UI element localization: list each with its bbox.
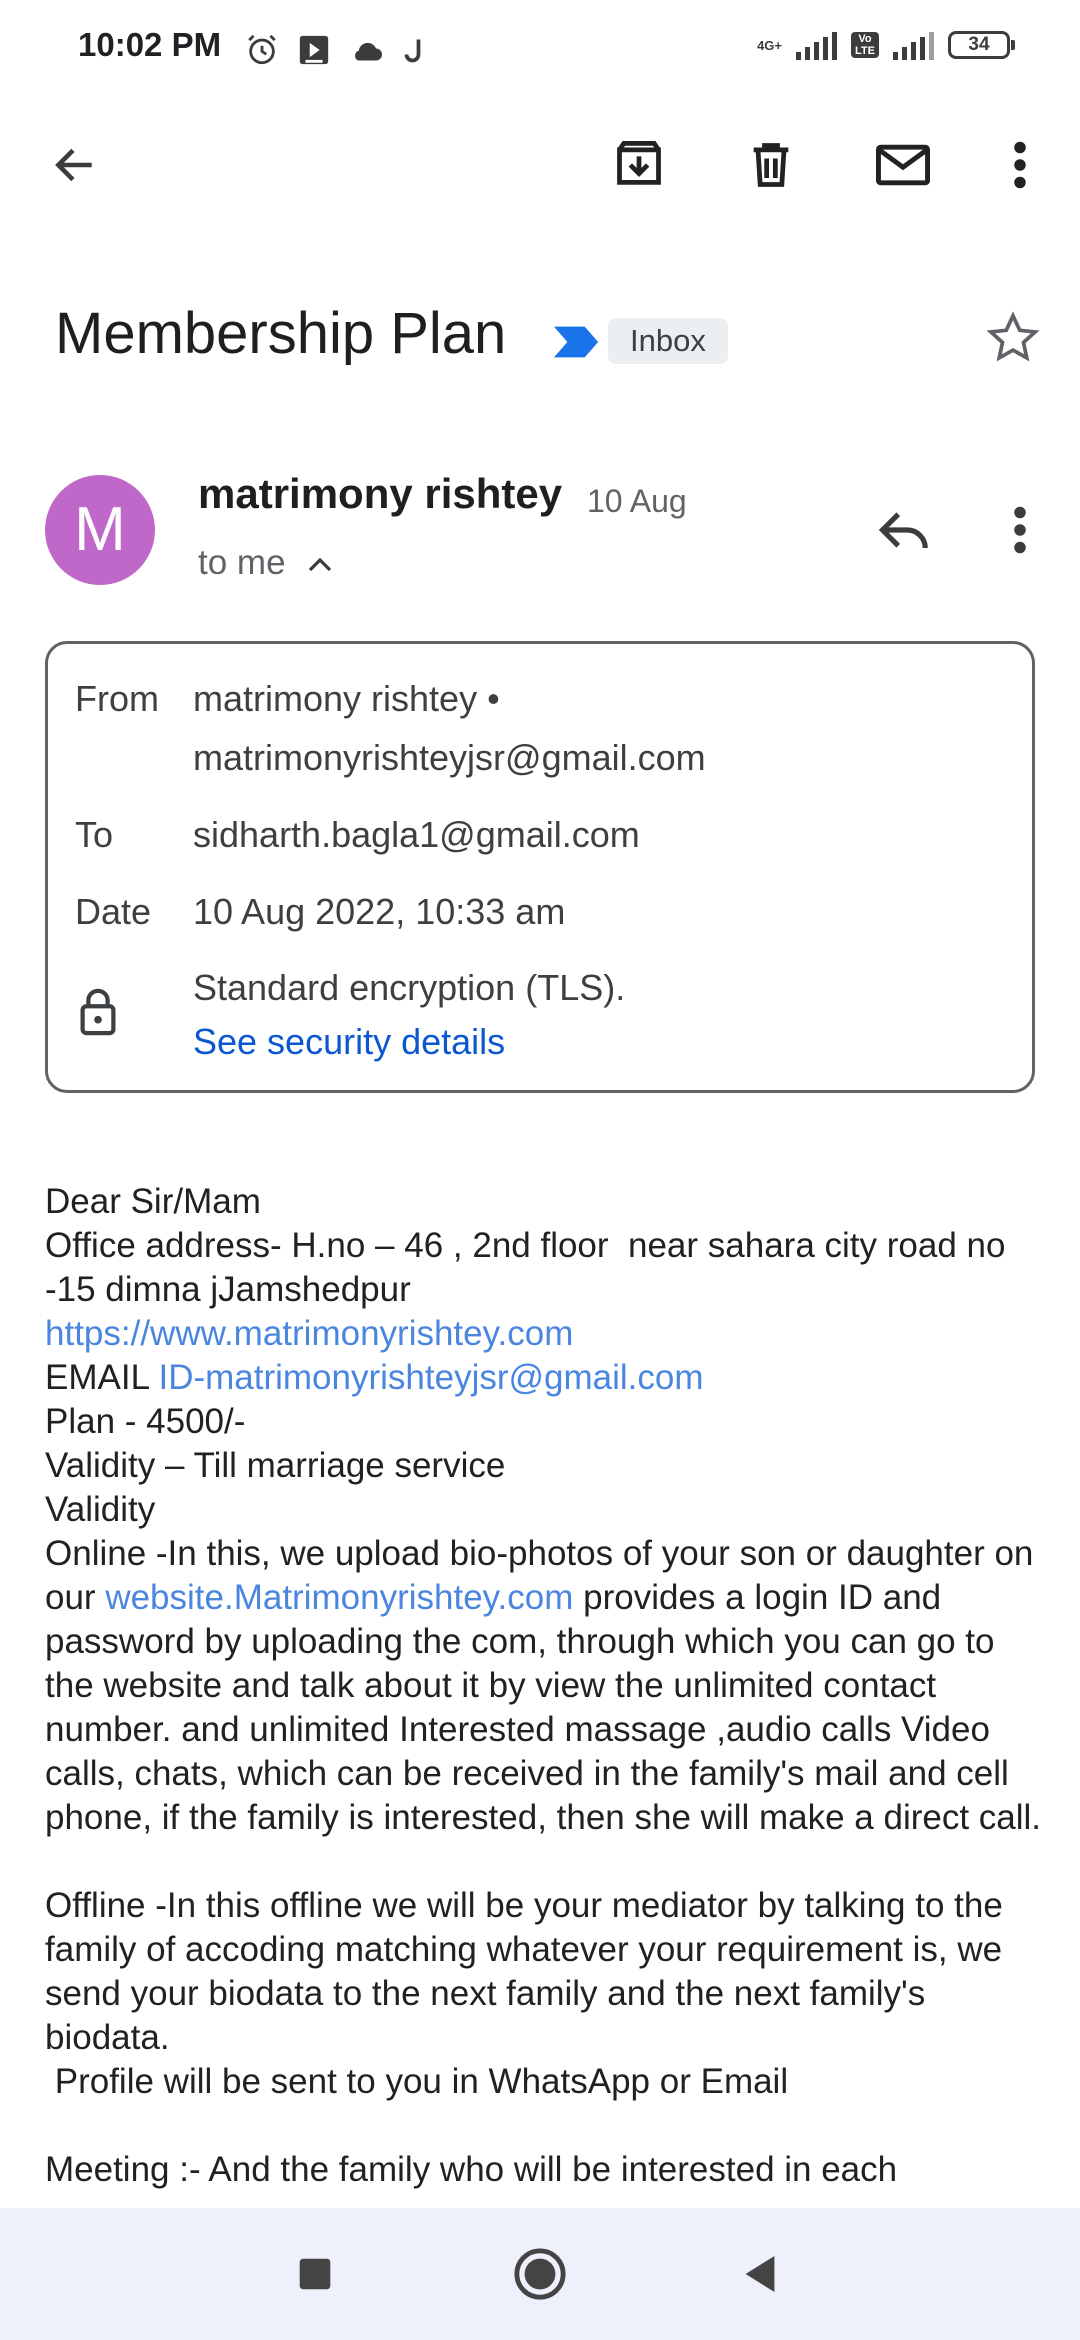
alarm-icon: [245, 33, 279, 67]
status-bar: [0, 0, 1080, 100]
body-validity-1: Validity – Till marriage service: [45, 1446, 506, 1485]
chevron-up-icon: [305, 555, 335, 575]
encryption-text: Standard encryption (TLS).: [193, 967, 626, 1008]
star-icon[interactable]: [985, 310, 1041, 366]
security-details-link[interactable]: See security details: [193, 1021, 506, 1062]
body-offline: Offline -In this offline we will be your mediator by talking to the family of accoding matching whatever your requirement is, we send your biodata to the next family and the next family's biodata.: [45, 1886, 1013, 2057]
email-body: [45, 1180, 1045, 2192]
delete-icon[interactable]: [736, 130, 806, 200]
from-name: matrimony rishtey •: [193, 678, 500, 719]
home-circle-icon[interactable]: [505, 2239, 575, 2309]
from-email[interactable]: matrimonyrishteyjsr@gmail.com: [193, 737, 706, 778]
app-j-icon: [403, 35, 425, 65]
body-plan: Plan - 4500/-: [45, 1402, 246, 1441]
sender-name: matrimony rishtey: [198, 470, 563, 517]
paragraph-gap: [45, 1840, 1045, 1884]
system-nav-bar: [0, 2208, 1080, 2340]
body-greeting: Dear Sir/Mam: [45, 1182, 261, 1221]
status-system-icons: [757, 30, 1010, 60]
recents-square-icon[interactable]: [280, 2239, 350, 2309]
website-link[interactable]: https://www.matrimonyrishtey.com: [45, 1314, 574, 1353]
inbox-label-chip[interactable]: Inbox: [608, 318, 728, 364]
sender-avatar[interactable]: M: [45, 475, 155, 585]
to-label: To: [75, 814, 114, 855]
body-address: Office address- H.no – 46 , 2nd floor near sahara city road no -15 dimna jJamshedpur: [45, 1226, 1016, 1309]
paragraph-gap: [45, 2104, 1045, 2148]
media-notification-icon: [297, 33, 331, 67]
date-full: 10 Aug 2022, 10:33 am: [193, 891, 566, 932]
online-website-link[interactable]: website.Matrimonyrishtey.com: [105, 1578, 574, 1617]
lock-icon: [78, 987, 118, 1037]
more-vert-icon[interactable]: [985, 130, 1055, 200]
from-label: From: [75, 678, 159, 719]
signal-icon: [796, 30, 837, 60]
importance-marker-icon[interactable]: [552, 322, 602, 362]
body-online: [45, 1532, 1045, 1840]
email-date-short: 10 Aug: [587, 483, 687, 519]
to-email[interactable]: sidharth.bagla1@gmail.com: [193, 814, 640, 855]
cloud-icon: [349, 35, 385, 65]
email-subject: Membership Plan: [55, 301, 507, 366]
battery-icon: 34: [948, 31, 1010, 59]
body-validity-2: Validity: [45, 1490, 156, 1529]
volte-icon: Vo LTE: [851, 32, 879, 58]
signal-2-icon: [893, 30, 934, 60]
network-4g-label: 4G+: [757, 37, 782, 53]
status-time: 10:02 PM: [78, 26, 222, 63]
email-prefix: EMAIL: [45, 1358, 159, 1397]
online-text-b: provides a login ID and password by uploading the com, through which you can go to the website and talk about it by view the unlimited contact number. and unlimited Interested massage ,audio calls Video calls, chats, which can be received in the family's mail and cell phone, if the family is interested, then she will make a direct call.: [45, 1578, 1042, 1837]
reply-icon[interactable]: [870, 495, 940, 565]
body-profile: Profile will be sent to you in WhatsApp or Email: [45, 2062, 789, 2101]
body-email-line: [45, 1356, 1045, 1400]
recipient-summary-label: to me: [198, 543, 286, 582]
date-label: Date: [75, 891, 152, 932]
email-id-link[interactable]: ID-matrimonyrishteyjsr@gmail.com: [158, 1358, 704, 1397]
back-triangle-icon[interactable]: [725, 2239, 795, 2309]
email-details-panel: [45, 641, 1035, 1093]
sender-more-icon[interactable]: [985, 495, 1055, 565]
status-notification-icons: [245, 30, 425, 70]
recipient-summary[interactable]: [198, 543, 335, 583]
body-meeting: Meeting :- And the family who will be interested in each: [45, 2150, 898, 2189]
back-arrow-icon[interactable]: [40, 130, 110, 200]
mark-unread-icon[interactable]: [868, 130, 938, 200]
archive-icon[interactable]: [604, 130, 674, 200]
online-text-a: Online -In this, we upload bio-photos of your son or daughter on our: [45, 1534, 1044, 1617]
